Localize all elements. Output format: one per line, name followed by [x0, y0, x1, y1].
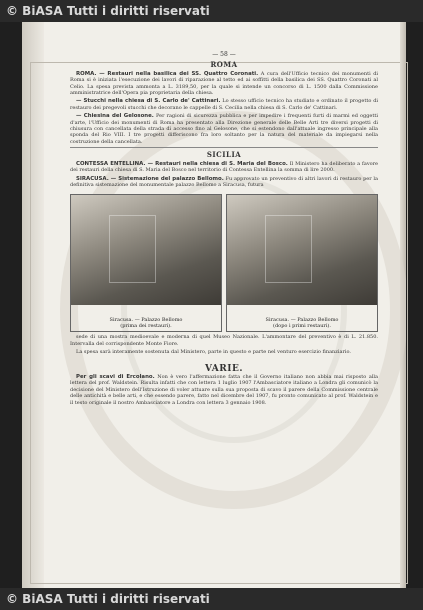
- page-edge: [400, 22, 406, 588]
- copyright-banner-bottom: © BiASA Tutti i diritti riservati: [0, 588, 423, 610]
- article-paragraph: ROMA. — Restauri nella basilica dei SS. Quattro Coronati. A cura dell'Ufficio tecnico dei monumenti di Roma si è iniziata l'esecuzione dei lavori di riparazione al tetto ed ai soffitti della basilica dei SS. Quattro Coronati al Celio. La spesa prevista ammonta a L. 3189,50, per la quale si intende un concorso di L. 1500 dalla Commissione amministratrice dell'Opera pia proprietaria della chiesa.: [70, 70, 378, 97]
- article-paragraph: — Stucchi nella chiesa di S. Carlo de' Cattinari. Lo stesso ufficio tecnico ha studiato e ordinato il progetto di restauro dei pregevoli stucchi che decorano le cappelle di S. Cecilia nella chiesa di S. Carlo de' Cattinari.: [70, 98, 379, 111]
- section-heading-roma: ROMA: [210, 60, 238, 70]
- section-heading-sicilia: SICILIA: [206, 150, 242, 160]
- section-heading-varie: VARIE.: [205, 363, 243, 374]
- article-paragraph: SIRACUSA. — Sistemazione del palazzo Bellomo. Fu approvato un preventivo di altri lavori di restauro per la definitiva sistemazione del monumentale palazzo Bellomo a Siracusa, futura: [70, 175, 378, 188]
- palazzo-photo-image: [227, 195, 377, 305]
- article-paragraph: sede di una mostra medioevale e moderna di quel Museo Nazionale. L'ammontare del preventivo è di L. 21.850. Intervalla del corrispondente Monte Fiore.: [70, 334, 378, 347]
- article-paragraph: Per gli scavi di Ercolano. Non è vero l'affermazione fatta che il Governo italiano non abbia mai risposto alla lettera del prof. Waldstein. Risulta infatti che con lettera 1 luglio 1907 l'Ambasciatore italiano a Londra gli comunicò la decisione del Ministero dell'Istruzione di voler attuare sulla sua proposta di scavo il parere della Commissione centrale delle antichità e belle arti, e che essendo parere, fatto nel dicembre del 1907, fu pronto comunicato al prof. Waldstein e il testo originale il nostro Ambasciatore a Londra con lettera 3 gennaio 1908.: [70, 373, 378, 406]
- page-number: — 58 —: [212, 51, 236, 58]
- photo-pair: [70, 194, 378, 332]
- page-content: [70, 52, 378, 408]
- photo-caption: Siracusa. — Palazzo Bellomo (prima dei restauri).: [109, 317, 183, 330]
- article-paragraph: La spesa sarà interamente sostenuta dal Ministero, parte in questo e parte nel venturo esercizio finanziario.: [76, 349, 351, 356]
- photo-caption: Siracusa. — Palazzo Bellomo (dopo i primi restauri).: [265, 317, 339, 330]
- copyright-banner-top: © BiASA Tutti i diritti riservati: [0, 0, 423, 22]
- article-paragraph: — Chiesina del Gelosone. Per ragioni di sicurezza pubblica e per impedire i frequenti furti di marmi ed oggetti d'arte, l'Ufficio dei monumenti di Roma ha presentato alla Direzione generale delle Belle Arti tre diversi progetti di chiusura con cancellata della strada di accesso fino al Gelosone, che si estendono dall'attuale ingresso principale alla sponda del Rio VIII. I tre progetti differiscono fra loro soltanto per la natura del materiale da impiegarsi nella costruzione della cancellata.: [70, 113, 378, 145]
- section-divider: [70, 147, 378, 148]
- photo-before-restoration: [70, 194, 222, 332]
- article-paragraph: CONTESSA ENTELLINA. — Restauri nella chiesa di S. Maria del Bosco. Il Ministero ha deliberato a favore dei restauri della chiesa di S. Maria del Bosco nel territorio di Contessa Entellina la somma di lire 2000.: [70, 160, 378, 174]
- photo-after-restoration: [226, 194, 378, 332]
- palazzo-photo-image: [71, 195, 221, 305]
